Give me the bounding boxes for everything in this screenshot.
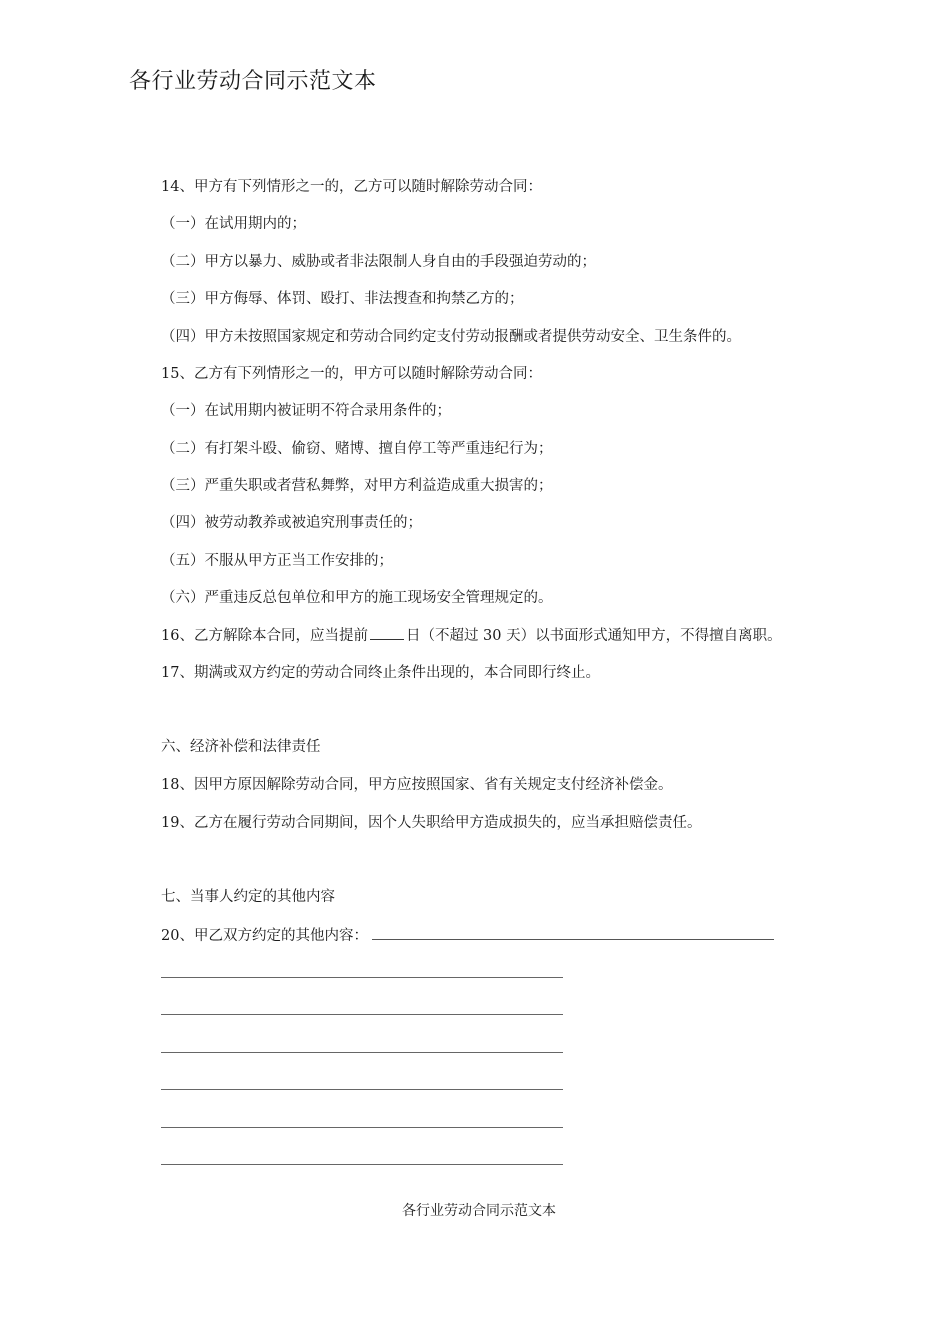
clause-20-label: 20、甲乙双方约定的其他内容： (161, 928, 368, 944)
footer-text: 各行业劳动合同示范文本 (402, 1203, 556, 1219)
section-6-heading: 六、经济补偿和法律责任 (161, 739, 321, 755)
clause-16 (161, 625, 782, 646)
clause-19: 19、乙方在履行劳动合同期间，因个人失职给甲方造成损失的，应当承担赔偿责任。 (161, 815, 702, 831)
section-7-heading: 七、当事人约定的其他内容 (161, 889, 335, 905)
clause-15-item-5: （五）不服从甲方正当工作安排的； (161, 553, 393, 569)
clause-16-text-end: 日（不超过 30 天）以书面形式通知甲方，不得擅自离职。 (405, 628, 782, 644)
other-content-line-5[interactable] (161, 1127, 563, 1128)
clause-15-item-6: （六）严重违反总包单位和甲方的施工现场安全管理规定的。 (161, 590, 553, 606)
clause-15-item-1: （一）在试用期内被证明不符合录用条件的； (161, 403, 451, 419)
clause-15-item-4: （四）被劳动教养或被追究刑事责任的； (161, 515, 422, 531)
clause-14: 14、甲方有下列情形之一的，乙方可以随时解除劳动合同： (161, 179, 542, 195)
page-header-title: 各行业劳动合同示范文本 (129, 69, 377, 94)
clause-20 (161, 925, 774, 946)
clause-14-item-1: （一）在试用期内的； (161, 216, 306, 232)
other-content-line-2[interactable] (161, 1014, 563, 1015)
clause-16-text-start: 16、乙方解除本合同，应当提前 (161, 628, 368, 644)
clause-17: 17、期满或双方约定的劳动合同终止条件出现的，本合同即行终止。 (161, 665, 600, 681)
other-content-line-6[interactable] (161, 1164, 563, 1165)
clause-14-item-3: （三）甲方侮辱、体罚、殴打、非法搜查和拘禁乙方的； (161, 291, 524, 307)
other-content-line-4[interactable] (161, 1089, 563, 1090)
notice-days-blank[interactable] (370, 625, 404, 640)
clause-15: 15、乙方有下列情形之一的，甲方可以随时解除劳动合同： (161, 366, 542, 382)
clause-15-item-3: （三）严重失职或者营私舞弊，对甲方利益造成重大损害的； (161, 478, 553, 494)
clause-18: 18、因甲方原因解除劳动合同，甲方应按照国家、省有关规定支付经济补偿金。 (161, 777, 673, 793)
other-content-line-3[interactable] (161, 1052, 563, 1053)
other-content-line-1[interactable] (161, 977, 563, 978)
clause-15-item-2: （二）有打架斗殴、偷窃、赌博、擅自停工等严重违纪行为； (161, 441, 553, 457)
clause-14-item-4: （四）甲方未按照国家规定和劳动合同约定支付劳动报酬或者提供劳动安全、卫生条件的。 (161, 329, 741, 345)
other-content-fill-line[interactable] (372, 925, 774, 940)
page-footer (0, 1200, 950, 1220)
clause-14-item-2: （二）甲方以暴力、威胁或者非法限制人身自由的手段强迫劳动的； (161, 254, 596, 270)
